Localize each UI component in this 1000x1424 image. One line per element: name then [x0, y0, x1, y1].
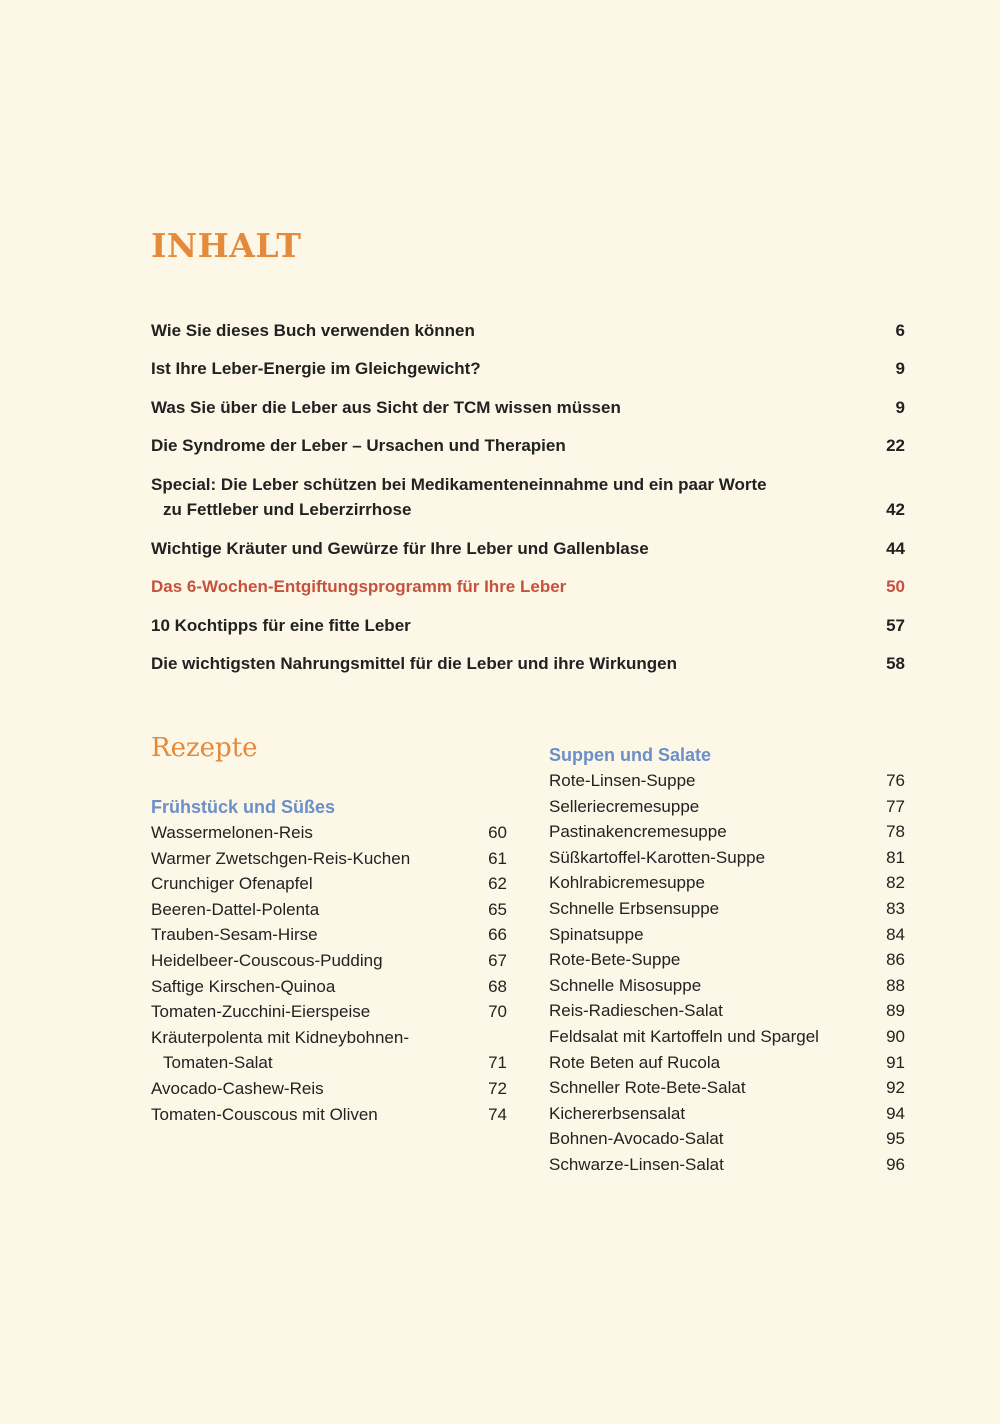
recipe-entry[interactable]	[151, 948, 507, 974]
recipe-label: Wassermelonen-Reis	[151, 823, 313, 842]
toc-entry-label: 10 Kochtipps für eine fitte Leber	[151, 615, 411, 635]
recipe-entry[interactable]	[151, 1025, 507, 1076]
recipe-label: Reis-Radieschen-Salat	[549, 1001, 723, 1021]
recipe-label: Rote-Linsen-Suppe	[549, 771, 696, 790]
recipe-page: 90	[886, 1026, 905, 1046]
toc-entry-page: 50	[886, 577, 905, 596]
recipe-entry[interactable]	[151, 974, 507, 1000]
toc-entry-label-line1: Special: Die Leber schützen bei Medikamenteneinnahme und ein paar Worte	[151, 475, 767, 494]
recipe-label: Kichererbsensalat	[549, 1103, 686, 1123]
recipe-label: Selleriecremesuppe	[549, 796, 700, 816]
toc-entry-label: Wie Sie dieses Buch verwenden können	[151, 320, 475, 340]
recipe-label: Rote-Bete-Suppe	[549, 950, 681, 970]
recipe-label: Avocado-Cashew-Reis	[151, 1078, 324, 1098]
toc-entry-label: Die Syndrome der Leber – Ursachen und Therapien	[151, 436, 566, 455]
toc-entry-label: Die wichtigsten Nahrungsmittel für die Leber und ihre Wirkungen	[151, 654, 677, 673]
recipe-entry[interactable]	[549, 896, 905, 922]
recipe-label: Kohlrabicremesuppe	[549, 873, 705, 893]
recipe-label: Tomaten-Zucchini-Eierspeise	[151, 1002, 371, 1022]
recipe-label: Beeren-Dattel-Polenta	[151, 899, 320, 919]
recipe-entry[interactable]	[151, 1102, 507, 1128]
toc-entry[interactable]	[151, 599, 905, 638]
recipe-label: Bohnen-Avocado-Salat	[549, 1129, 724, 1149]
page-title: INHALT	[151, 226, 302, 265]
recipe-page: 68	[488, 976, 507, 996]
recipe-page: 66	[488, 925, 507, 945]
recipe-label: Warmer Zwetschgen-Reis-Kuchen	[151, 848, 411, 868]
recipe-label: Pastinakencremesuppe	[549, 822, 727, 842]
recipe-entry[interactable]	[151, 846, 507, 872]
toc-entry-page: 42	[886, 500, 905, 519]
toc-entry-label: Was Sie über die Leber aus Sicht der TCM wissen müssen	[151, 397, 621, 417]
recipe-label: Tomaten-Couscous mit Oliven	[151, 1104, 378, 1124]
recipe-entry[interactable]	[549, 1050, 905, 1076]
toc-entry-page: 44	[886, 538, 905, 558]
recipe-page: 81	[886, 847, 905, 867]
recipe-label: Süßkartoffel-Karotten-Suppe	[549, 847, 766, 867]
recipe-page: 95	[886, 1129, 905, 1149]
recipe-label: Feldsalat mit Kartoffeln und Spargel	[549, 1026, 819, 1046]
recipe-label: Schnelle Misosuppe	[549, 975, 702, 995]
recipe-entry[interactable]	[549, 1024, 905, 1050]
recipe-entry[interactable]	[549, 1126, 905, 1152]
recipe-page: 65	[488, 899, 507, 919]
toc-entry-page: 9	[895, 397, 905, 417]
recipe-page: 60	[488, 823, 507, 842]
recipe-page: 86	[886, 950, 905, 970]
recipe-entry[interactable]	[549, 794, 905, 820]
recipe-label: Schwarze-Linsen-Salat	[549, 1154, 724, 1174]
recipe-page: 94	[886, 1103, 905, 1123]
toc-entry[interactable]	[151, 458, 905, 522]
recipe-entry[interactable]	[151, 1076, 507, 1102]
recipes-column-soups	[549, 742, 905, 1178]
recipe-label-line1: Kräuterpolenta mit Kidneybohnen-	[151, 1027, 409, 1047]
recipe-label: Heidelbeer-Couscous-Pudding	[151, 950, 383, 970]
toc-entry-label	[151, 472, 767, 522]
table-of-contents	[151, 304, 905, 676]
recipe-page: 88	[886, 975, 905, 995]
toc-entry[interactable]	[151, 638, 905, 677]
recipe-entry[interactable]	[549, 845, 905, 871]
recipe-label: Saftige Kirschen-Quinoa	[151, 976, 336, 996]
recipe-entry[interactable]	[549, 922, 905, 948]
toc-entry-page: 6	[895, 320, 905, 340]
toc-entry[interactable]	[151, 343, 905, 382]
toc-entry-label: Ist Ihre Leber-Energie im Gleichgewicht?	[151, 359, 481, 378]
recipe-entry[interactable]	[549, 973, 905, 999]
toc-entry-page: 58	[886, 654, 905, 673]
recipe-entry[interactable]	[151, 820, 507, 846]
toc-entry-page: 57	[886, 615, 905, 635]
recipe-page: 89	[886, 1001, 905, 1021]
recipe-label-line2: Tomaten-Salat	[163, 1053, 273, 1073]
recipe-page: 61	[488, 848, 507, 868]
recipe-entry[interactable]	[151, 897, 507, 923]
recipe-entry[interactable]	[151, 871, 507, 897]
recipe-page: 70	[488, 1002, 507, 1022]
recipe-page: 84	[886, 924, 905, 944]
toc-entry[interactable]	[151, 304, 905, 343]
recipe-page: 92	[886, 1078, 905, 1098]
recipe-entry[interactable]	[549, 1152, 905, 1178]
recipe-label	[151, 1025, 409, 1076]
toc-entry[interactable]	[151, 381, 905, 420]
recipe-entry[interactable]	[549, 947, 905, 973]
toc-entry-label: Wichtige Kräuter und Gewürze für Ihre Leber und Gallenblase	[151, 538, 649, 558]
recipe-entry[interactable]	[151, 999, 507, 1025]
recipe-label: Rote Beten auf Rucola	[549, 1052, 721, 1072]
toc-entry-label-line2: zu Fettleber und Leberzirrhose	[163, 500, 412, 519]
toc-entry-page: 9	[895, 359, 905, 378]
recipe-entry[interactable]	[549, 819, 905, 845]
recipe-label: Schnelle Erbsensuppe	[549, 898, 720, 918]
recipe-page: 96	[886, 1154, 905, 1174]
recipe-label: Spinatsuppe	[549, 924, 644, 944]
recipe-page: 62	[488, 874, 507, 894]
recipe-entry[interactable]	[549, 870, 905, 896]
recipes-category-heading: Frühstück und Süßes	[151, 797, 336, 817]
toc-entry-page: 22	[886, 436, 905, 455]
recipe-entry[interactable]	[549, 1101, 905, 1127]
recipes-column-breakfast	[151, 794, 507, 1127]
recipe-label: Schneller Rote-Bete-Salat	[549, 1078, 746, 1098]
recipe-label: Crunchiger Ofenapfel	[151, 874, 313, 894]
recipe-entry[interactable]	[549, 768, 905, 794]
recipe-entry[interactable]	[549, 998, 905, 1024]
recipe-page: 76	[886, 771, 905, 790]
recipe-page: 71	[488, 1053, 507, 1073]
recipes-category-heading: Suppen und Salate	[549, 745, 712, 765]
recipe-page: 77	[886, 796, 905, 816]
toc-entry-highlighted[interactable]	[151, 561, 905, 600]
toc-entry[interactable]	[151, 522, 905, 561]
recipe-label: Trauben-Sesam-Hirse	[151, 925, 318, 945]
toc-entry[interactable]	[151, 420, 905, 459]
toc-entry-label: Das 6-Wochen-Entgiftungsprogramm für Ihre Leber	[151, 577, 567, 596]
recipe-page: 83	[886, 898, 905, 918]
recipe-page: 67	[488, 950, 507, 970]
recipe-page: 91	[886, 1052, 905, 1072]
recipe-page: 78	[886, 822, 905, 842]
recipe-entry[interactable]	[151, 922, 507, 948]
recipe-page: 74	[488, 1104, 507, 1124]
recipe-page: 72	[488, 1078, 507, 1098]
recipes-section-title: Rezepte	[151, 733, 258, 763]
recipe-entry[interactable]	[549, 1075, 905, 1101]
recipe-page: 82	[886, 873, 905, 893]
